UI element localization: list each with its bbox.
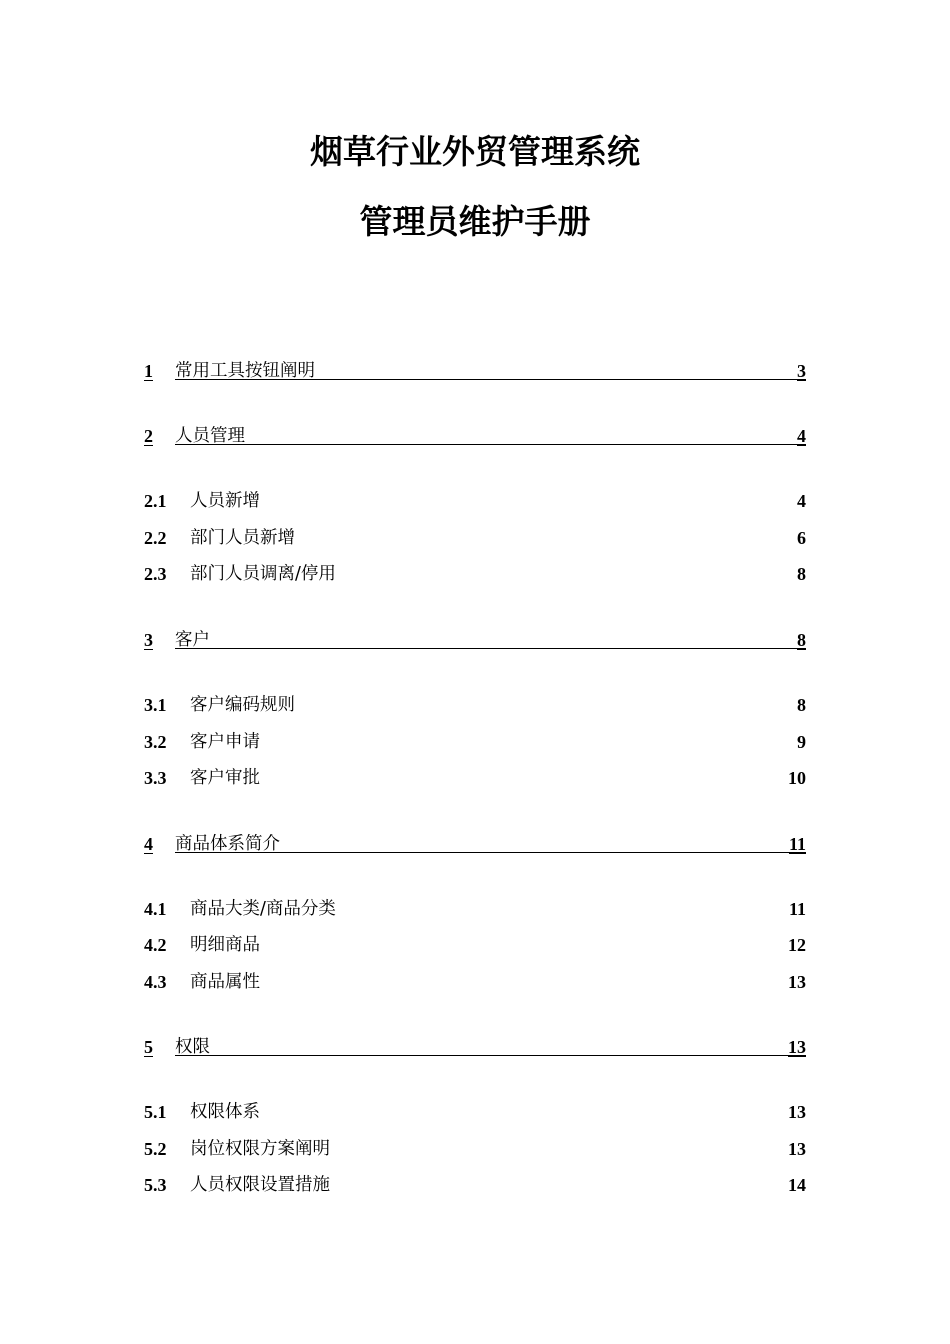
toc-entry-page: 14 — [788, 1175, 806, 1195]
toc-entry-page: 13 — [788, 1037, 806, 1057]
toc-entry-number: 5.3 — [144, 1175, 167, 1195]
toc-entry-number: 3.3 — [144, 768, 167, 788]
toc-entry-4-2[interactable] — [144, 932, 806, 958]
toc-entry-number: 3.1 — [144, 695, 167, 715]
toc-leader-line — [175, 648, 806, 649]
toc-entry-5[interactable] — [144, 1034, 806, 1060]
toc-entry-label: 部门人员新增 — [190, 528, 295, 548]
toc-entry-4-1[interactable] — [144, 896, 806, 922]
toc-entry-label: 人员权限设置措施 — [190, 1175, 330, 1195]
document-subtitle: 管理员维护手册 — [359, 202, 591, 241]
toc-entry-page: 12 — [788, 935, 806, 955]
toc-entry-number: 4.2 — [144, 935, 167, 955]
toc-entry-number: 2.3 — [144, 564, 167, 584]
toc-entry-3[interactable] — [144, 627, 806, 653]
toc-entry-number: 5.1 — [144, 1102, 167, 1122]
toc-entry-number: 4.3 — [144, 972, 167, 992]
toc-entry-label: 权限 — [175, 1037, 210, 1057]
toc-entry-number: 2.1 — [144, 491, 167, 511]
toc-entry-label: 权限体系 — [190, 1102, 260, 1122]
toc-entry-2[interactable] — [144, 423, 806, 449]
toc-entry-page: 13 — [788, 972, 806, 992]
toc-entry-2-3[interactable] — [144, 561, 806, 587]
toc-entry-3-3[interactable] — [144, 765, 806, 791]
toc-entry-number: 2 — [144, 426, 153, 446]
toc-entry-label: 客户 — [175, 630, 210, 650]
toc-entry-number: 4.1 — [144, 899, 167, 919]
toc-entry-page: 13 — [788, 1102, 806, 1122]
toc-entry-page: 8 — [797, 630, 806, 650]
toc-entry-5-3[interactable] — [144, 1172, 806, 1198]
toc-entry-label: 客户审批 — [190, 768, 260, 788]
toc-entry-page: 4 — [797, 426, 806, 446]
toc-entry-number: 4 — [144, 834, 153, 854]
toc-entry-number: 1 — [144, 361, 153, 381]
toc-entry-number: 3.2 — [144, 732, 167, 752]
toc-entry-page: 8 — [797, 695, 806, 715]
toc-entry-2-1[interactable] — [144, 488, 806, 514]
toc-entry-4[interactable] — [144, 831, 806, 857]
toc-entry-3-2[interactable] — [144, 729, 806, 755]
toc-leader-line — [175, 444, 806, 445]
document-title: 烟草行业外贸管理系统 — [310, 132, 640, 171]
toc-entry-number: 3 — [144, 630, 153, 650]
toc-entry-label: 人员管理 — [175, 426, 245, 446]
toc-entry-2-2[interactable] — [144, 525, 806, 551]
toc-entry-label: 部门人员调离/停用 — [190, 564, 336, 584]
toc-entry-label: 客户编码规则 — [190, 695, 295, 715]
toc-entry-label: 明细商品 — [190, 935, 260, 955]
toc-entry-label: 商品属性 — [190, 972, 260, 992]
toc-entry-label: 岗位权限方案阐明 — [190, 1139, 330, 1159]
toc-entry-page: 3 — [797, 361, 806, 381]
toc-entry-4-3[interactable] — [144, 969, 806, 995]
toc-entry-page: 10 — [788, 768, 806, 788]
toc-entry-3-1[interactable] — [144, 692, 806, 718]
toc-entry-5-1[interactable] — [144, 1099, 806, 1125]
toc-entry-page: 8 — [797, 564, 806, 584]
toc-entry-number: 5.2 — [144, 1139, 167, 1159]
toc-entry-number: 5 — [144, 1037, 153, 1057]
toc-leader-line — [175, 1055, 806, 1056]
toc-entry-page: 11 — [788, 899, 806, 919]
toc-entry-page: 4 — [797, 491, 806, 511]
toc-entry-label: 商品大类/商品分类 — [190, 899, 336, 919]
toc-entry-number: 2.2 — [144, 528, 167, 548]
toc-entry-page: 9 — [797, 732, 806, 752]
toc-entry-page: 11 — [788, 834, 806, 854]
toc-entry-label: 常用工具按钮阐明 — [175, 361, 315, 381]
toc-entry-label: 客户申请 — [190, 732, 260, 752]
toc-entry-5-2[interactable] — [144, 1136, 806, 1162]
toc-entry-label: 商品体系简介 — [175, 834, 280, 854]
toc-entry-1[interactable] — [144, 358, 806, 384]
toc-entry-page: 6 — [797, 528, 806, 548]
toc-entry-page: 13 — [788, 1139, 806, 1159]
toc-entry-label: 人员新增 — [190, 491, 260, 511]
